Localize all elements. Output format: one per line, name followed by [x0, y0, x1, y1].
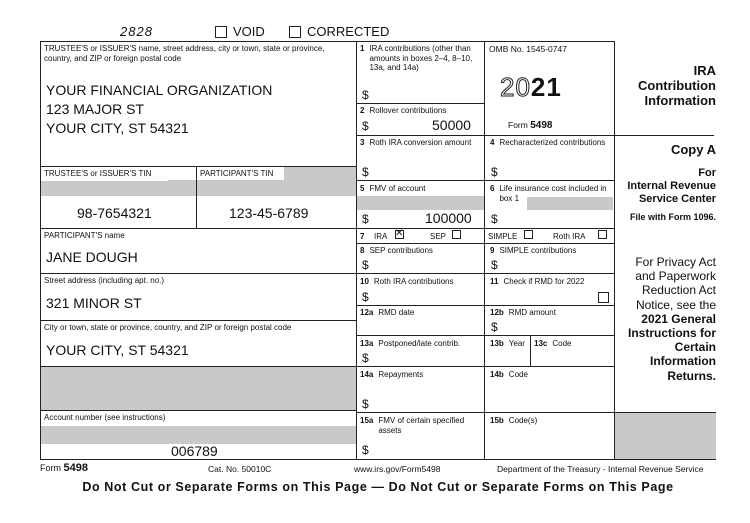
account-label: Account number (see instructions) [44, 413, 169, 423]
box13c-number: 13c [534, 339, 548, 348]
box13b-label [490, 339, 525, 349]
tax-year-suffix: 21 [530, 72, 562, 102]
participant-street: 321 MINOR ST [46, 295, 142, 311]
box13b-number: 13b [490, 339, 504, 348]
participant-name-label: PARTICIPANT'S name [44, 231, 125, 240]
box10-label [360, 277, 454, 287]
box15b-label [490, 416, 537, 426]
box1-number: 1 [360, 44, 365, 53]
corrected-label: CORRECTED [307, 24, 390, 39]
footer-cat-no: Cat. No. 50010C [208, 464, 272, 474]
box14a-dollar: $ [362, 397, 369, 411]
privacy-line9: Returns. [667, 368, 716, 383]
box13a-number: 13a [360, 339, 374, 348]
box1-label [360, 44, 480, 73]
box15a-text: FMV of certain specified assets [378, 416, 465, 435]
box15a-label [360, 416, 480, 435]
privacy-line8: Information [650, 354, 716, 369]
box7-ira-label: IRA [374, 232, 388, 241]
box7-roth-checkbox[interactable] [598, 230, 607, 239]
box7-simple-checkbox[interactable] [524, 230, 533, 239]
privacy-line2: and Paperwork [635, 269, 716, 284]
box10-number: 10 [360, 277, 369, 286]
omb-form-number: 5498 [530, 120, 553, 131]
box12b-number: 12b [490, 308, 504, 317]
box9-dollar: $ [491, 258, 498, 272]
trustee-city: YOUR CITY, ST 54321 [46, 120, 189, 136]
omb-form [508, 121, 552, 131]
box9-text: SIMPLE contributions [499, 246, 577, 255]
participant-city-label: City or town, state or province, country, and ZIP or foreign postal code [44, 323, 292, 332]
box14a-number: 14a [360, 370, 374, 379]
copy-label: Copy A [670, 142, 716, 157]
box11-label [490, 277, 584, 287]
box8-text: SEP contributions [369, 246, 433, 255]
fmv-gray [356, 196, 484, 210]
box3-text: Roth IRA conversion amount [369, 138, 472, 147]
right-bottom-gray [614, 412, 716, 459]
omb-number: OMB No. 1545-0747 [489, 44, 567, 54]
box14a-text: Repayments [378, 370, 424, 379]
box2-value: 50000 [432, 117, 471, 133]
account-gray [40, 426, 356, 444]
corrected-checkbox[interactable] [289, 26, 301, 38]
box4-text: Recharacterized contributions [499, 138, 606, 147]
privacy-line4: Notice, see the [635, 297, 716, 312]
trustee-label: TRUSTEE'S or ISSUER'S name, street address, city or town, state or province, country, and ZIP or foreign postal code [44, 44, 325, 63]
box7-sep-label: SEP [430, 232, 447, 241]
box5-value: 100000 [425, 210, 472, 226]
for-line3: Service Center [638, 193, 716, 205]
trustee-tin: 98-7654321 [77, 205, 152, 221]
box9-label [490, 246, 576, 256]
for-line1: For [698, 167, 716, 179]
box5-text: FMV of account [369, 184, 426, 193]
trustee-tin-label: TRUSTEE'S or ISSUER'S TIN [44, 169, 152, 178]
box10-text: Roth IRA contributions [373, 277, 454, 286]
box12a-number: 12a [360, 308, 374, 317]
box7-sep-checkbox[interactable] [452, 230, 461, 239]
box7-simple-label: SIMPLE [488, 232, 518, 241]
box7-ira-checkbox[interactable] [395, 230, 404, 239]
box14a-label [360, 370, 423, 380]
participant-street-label: Street address (including apt. no.) [44, 276, 165, 285]
box11-checkbox[interactable] [598, 292, 609, 303]
footer-url: www.irs.gov/Form5498 [354, 464, 441, 474]
box3-label [360, 138, 480, 148]
trustee-street: 123 MAJOR ST [46, 101, 145, 117]
box15b-number: 15b [490, 416, 504, 425]
box6-text: Life insurance cost included in box 1 [499, 184, 607, 203]
box8-number: 8 [360, 246, 365, 255]
box12b-dollar: $ [491, 320, 498, 334]
box4-label [490, 138, 610, 148]
omb-form-label: Form [508, 120, 528, 130]
form-code: 2828 [120, 24, 153, 39]
box12a-text: RMD date [378, 308, 415, 317]
box7-roth-label: Roth IRA [553, 232, 586, 241]
form-title [614, 63, 716, 108]
box10-dollar: $ [362, 290, 369, 304]
form-title-line1: IRA [693, 63, 716, 78]
box9-number: 9 [490, 246, 495, 255]
box8-label [360, 246, 433, 256]
participant-tin-gray [284, 166, 356, 196]
box5-dollar: $ [362, 212, 369, 226]
form-title-line2: Contribution [638, 78, 716, 93]
box14b-number: 14b [490, 370, 504, 379]
box2-text: Rollover contributions [369, 106, 447, 115]
participant-tin: 123-45-6789 [229, 205, 309, 221]
box4-dollar: $ [491, 165, 498, 179]
participant-city: YOUR CITY, ST 54321 [46, 342, 189, 358]
footer-form-label: Form [40, 463, 61, 473]
box15b-text: Code(s) [508, 416, 538, 425]
box7-number: 7 [360, 232, 365, 241]
box15a-dollar: $ [362, 443, 369, 457]
box5-label [360, 184, 425, 194]
box15a-number: 15a [360, 416, 374, 425]
participant-tin-label: PARTICIPANT'S TIN [200, 169, 274, 178]
box1-text: IRA contributions (other than amounts in boxes 2–4, 8–10, 13a, and 14a) [369, 44, 473, 72]
box4-number: 4 [490, 138, 495, 147]
box5-number: 5 [360, 184, 365, 193]
privacy-line7: Certain [674, 340, 716, 355]
void-label: VOID [233, 24, 265, 39]
privacy-line3: Reduction Act [641, 283, 716, 298]
box1-dollar: $ [362, 88, 369, 102]
participant-name: JANE DOUGH [46, 249, 138, 265]
file-with: File with Form 1096. [629, 212, 716, 222]
box2-label [360, 106, 446, 116]
box13b-text: Year [508, 339, 525, 348]
privacy-line6: Instructions for [627, 326, 716, 341]
do-not-cut-banner: Do Not Cut or Separate Forms on This Page — Do Not Cut or Separate Forms on This Page [82, 480, 674, 494]
box6-dollar: $ [491, 212, 498, 226]
box14b-label [490, 370, 528, 380]
privacy-line5: 2021 General [641, 311, 716, 326]
box12b-text: RMD amount [508, 308, 556, 317]
for-line2: Internal Revenue [627, 180, 716, 192]
box13a-label [360, 339, 460, 349]
privacy-line1: For Privacy Act [635, 255, 716, 269]
box13a-dollar: $ [362, 351, 369, 365]
privacy-notice [614, 255, 716, 383]
box14b-text: Code [508, 370, 528, 379]
footer-form [40, 462, 88, 474]
footer-department: Department of the Treasury - Internal Revenue Service [497, 464, 704, 474]
box2-number: 2 [360, 106, 365, 115]
for-irs [614, 167, 716, 206]
box13c-text: Code [552, 339, 572, 348]
void-checkbox[interactable] [215, 26, 227, 38]
box6-label [490, 184, 614, 203]
box13c-label [534, 339, 571, 349]
box11-text: Check if RMD for 2022 [503, 277, 585, 286]
box3-number: 3 [360, 138, 365, 147]
tax-year [500, 72, 562, 103]
account-number: 006789 [171, 443, 218, 459]
trustee-name: YOUR FINANCIAL ORGANIZATION [46, 82, 273, 98]
footer-form-number: 5498 [63, 462, 88, 474]
form-title-line3: Information [644, 93, 716, 108]
tax-year-prefix: 20 [500, 72, 531, 102]
box13a-text: Postponed/late contrib. [378, 339, 461, 348]
box6-number: 6 [490, 184, 495, 193]
left-gray-block [40, 366, 356, 410]
box12a-label [360, 308, 414, 318]
box12b-label [490, 308, 556, 318]
box2-dollar: $ [362, 119, 369, 133]
box8-dollar: $ [362, 258, 369, 272]
box3-dollar: $ [362, 165, 369, 179]
box11-number: 11 [490, 277, 499, 286]
